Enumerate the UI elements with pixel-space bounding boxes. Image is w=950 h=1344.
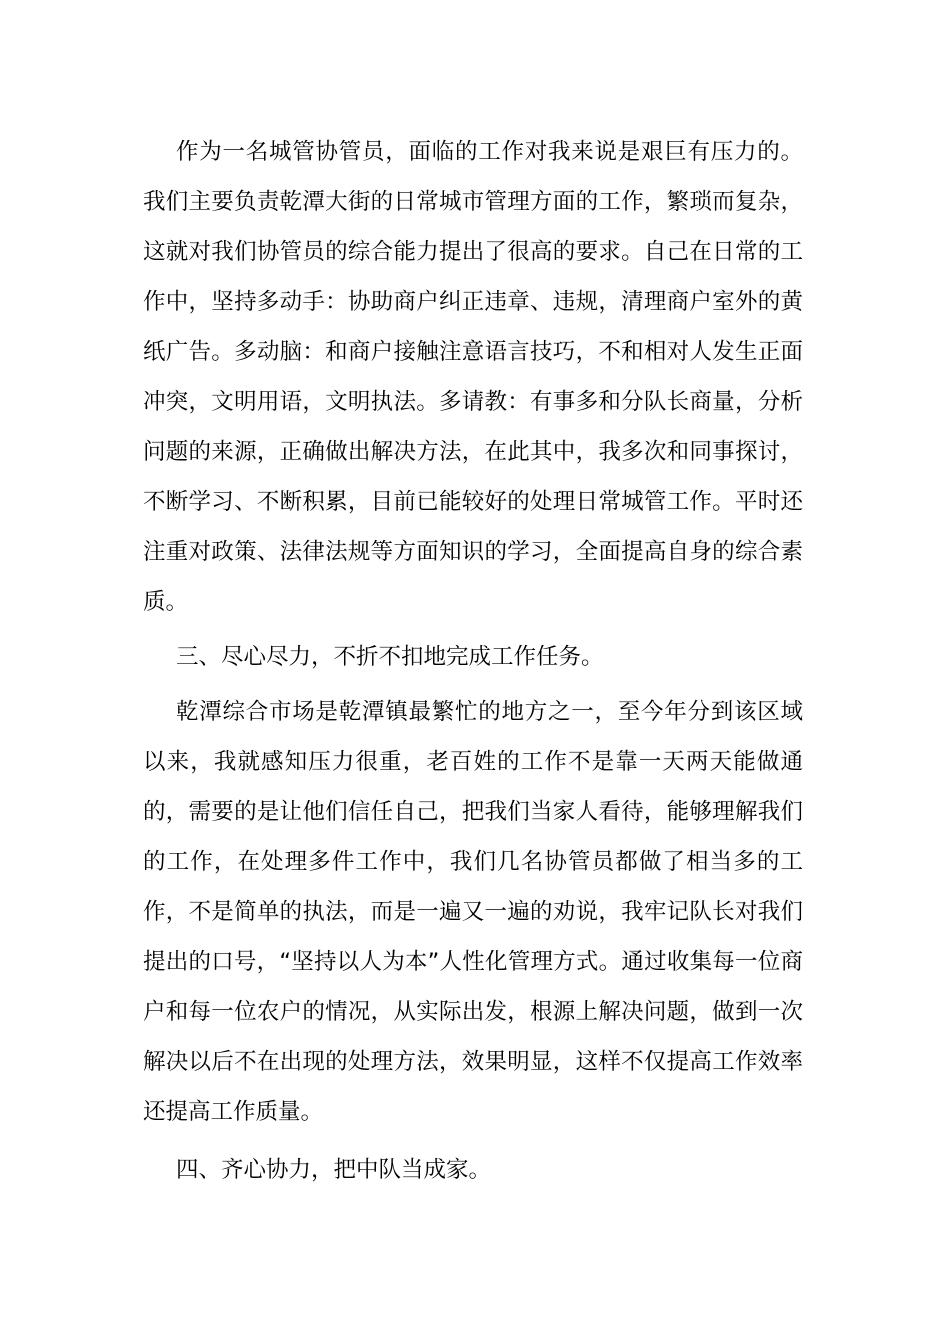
section-heading-four: 四、齐心协力，把中队当成家。 bbox=[176, 1157, 492, 1183]
document-body bbox=[143, 127, 803, 1195]
paragraph-market-work: 乾潭综合市场是乾潭镇最繁忙的地方之一，至今年分到该区域以来，我就感知压力很重，老百姓的工作不是靠一天两天能做通的，需要的是让他们信任自己，把我们当家人看待，能够理解我们的工作，在处理多件工作中，我们几名协管员都做了相当多的工作，不是简单的执法，而是一遍又一遍的劝说，我牢记队长对我们提出的口号，“坚持以人为本”人性化管理方式。通过收集每一位商户和每一位农户的情况，从实际出发，根源上解决问题，做到一次解决以后不在出现的处理方法，效果明显，这样不仅提高工作效率还提高工作质量。 bbox=[143, 699, 803, 1125]
section-heading-three: 三、尽心尽力，不折不扣地完成工作任务。 bbox=[176, 644, 604, 670]
paragraph-work-duties: 作为一名城管协管员，面临的工作对我来说是艰巨有压力的。我们主要负责乾潭大街的日常城市管理方面的工作，繁琐而复杂，这就对我们协管员的综合能力提出了很高的要求。自己在日常的工作中，坚持多动手：协助商户纠正违章、违规，清理商户室外的黄纸广告。多动脑：和商户接触注意语言技巧，不和相对人发生正面冲突，文明用语，文明执法。多请教：有事多和分队长商量，分析问题的来源，正确做出解决方法，在此其中，我多次和同事探讨，不断学习、不断积累，目前已能较好的处理日常城管工作。平时还注重对政策、法律法规等方面知识的学习，全面提高自身的综合素质。 bbox=[143, 139, 803, 615]
